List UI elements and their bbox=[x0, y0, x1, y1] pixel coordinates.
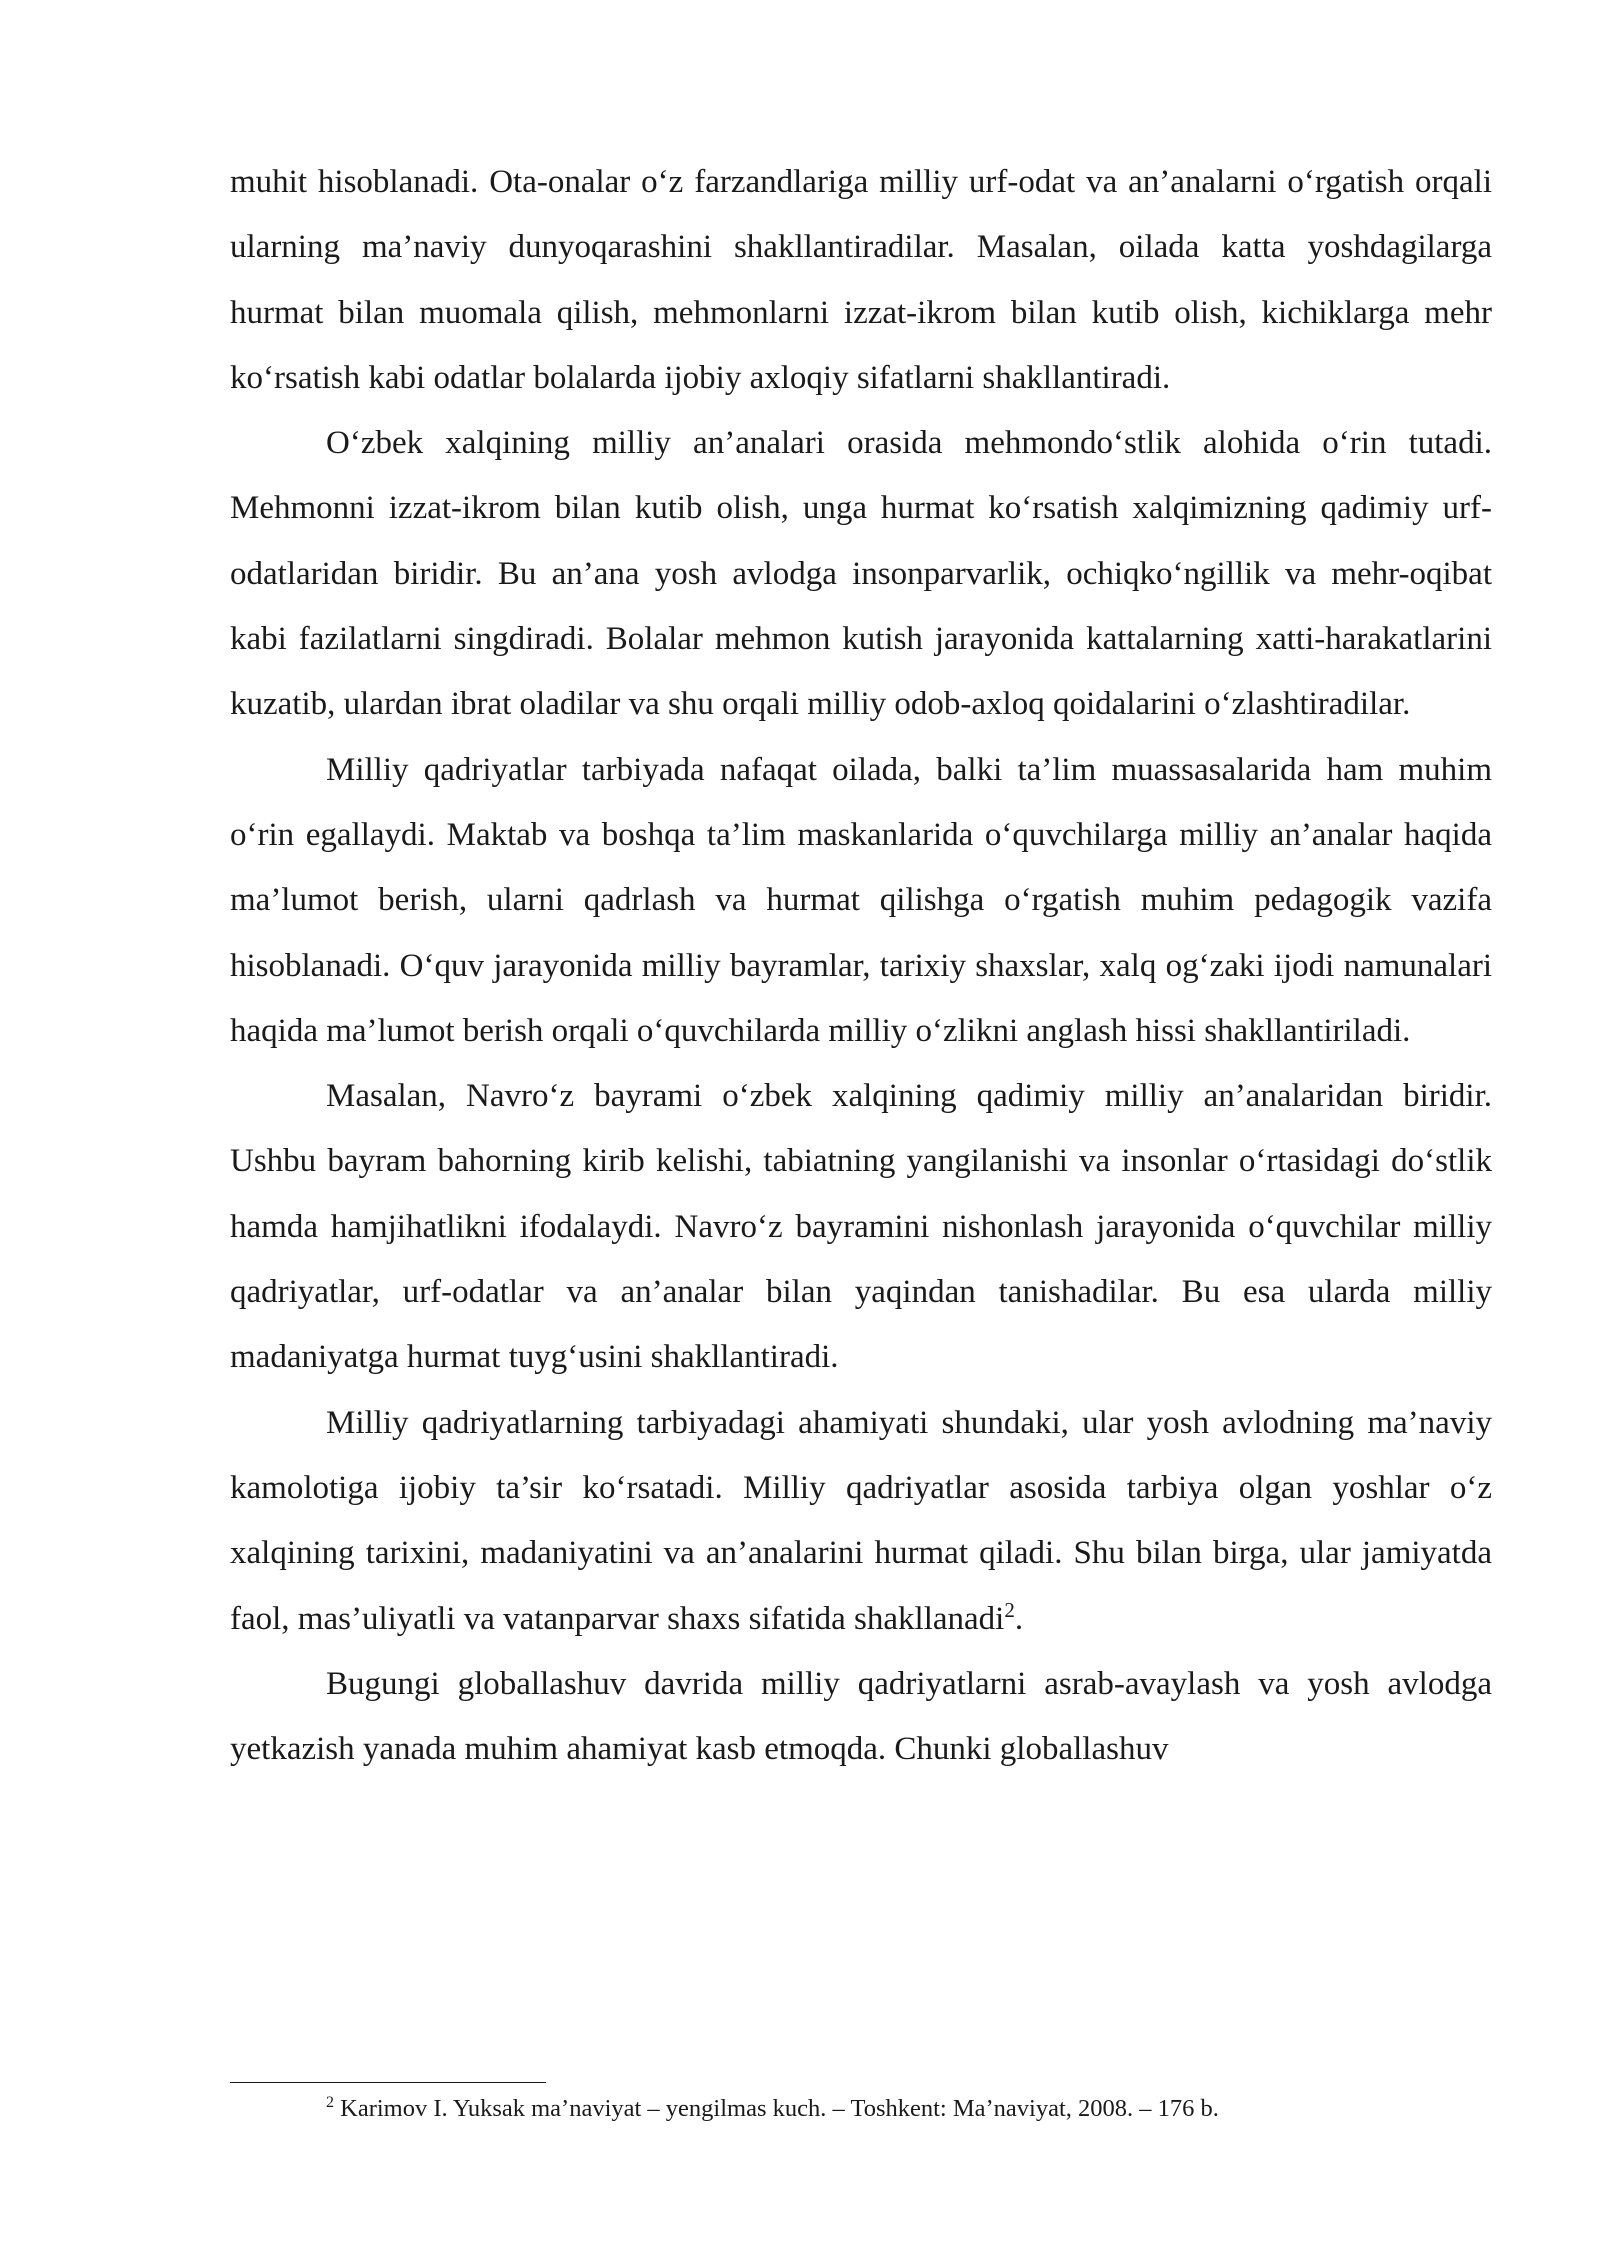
footnote-reference: 2 bbox=[1004, 1597, 1015, 1622]
paragraph: muhit hisoblanadi. Ota-onalar o‘z farzandlariga milliy urf-odat va an’analarni o‘rgatish orqali ularning ma’naviy dunyoqarashini shakllantiradilar. Masalan, oilada katta yoshdagilarga hurmat bilan muomala qilish, mehmonlarni izzat-ikrom bilan kutib olish, kichiklarga mehr ko‘rsatish kabi odatlar bolalarda ijobiy axloqiy sifatlarni shakllantiradi. bbox=[230, 164, 1492, 396]
footnote-number: 2 bbox=[326, 2093, 334, 2111]
paragraph: Masalan, Navro‘z bayrami o‘zbek xalqining qadimiy milliy an’analaridan biridir. Ushbu bayram bahorning kirib kelishi, tabiatning yangilanishi va insonlar o‘rtasidagi do‘stlik hamda hamjihatlikni ifodalaydi. Navro‘z bayramini nishonlash jarayonida o‘quvchilar milliy qadriyatlar, urf-odatlar va an’analar bilan yaqindan tanishadilar. Bu esa ularda milliy madaniyatga hurmat tuyg‘usini shakllantiradi. bbox=[230, 1078, 1492, 1376]
paragraph-text: Milliy qadriyatlarning tarbiyadagi ahamiyati shundaki, ular yosh avlodning ma’naviy kamolotiga ijobiy ta’sir ko‘rsatadi. Milliy qadriyatlar asosida tarbiya olgan yoshlar o‘z xalqining tarixini, madaniyatini va an’analarini hurmat qiladi. Shu bilan birga, ular jamiyatda faol, mas’uliyatli va vatanparvar shaxs sifatida shakllanadi bbox=[230, 1404, 1492, 1637]
paragraph: Milliy qadriyatlar tarbiyada nafaqat oilada, balki ta’lim muassasalarida ham muhim o‘rin egallaydi. Maktab va boshqa ta’lim maskanlarida o‘quvchilarga milliy an’analar haqida ma’lumot berish, ularni qadrlash va hurmat qilishga o‘rgatish muhim pedagogik vazifa hisoblanadi. O‘quv jarayonida milliy bayramlar, tarixiy shaxslar, xalq og‘zaki ijodi namunalari haqida ma’lumot berish orqali o‘quvchilarda milliy o‘zlikni anglash hissi shakllantiriladi. bbox=[230, 751, 1492, 1049]
paragraph: O‘zbek xalqining milliy an’analari orasida mehmondo‘stlik alohida o‘rin tutadi. Mehmonni izzat-ikrom bilan kutib olish, unga hurmat ko‘rsatish xalqimizning qadimiy urf-odatlaridan biridir. Bu an’ana yosh avlodga insonparvarlik, ochiqko‘ngillik va mehr-oqibat kabi fazilatlarni singdiradi. Bolalar mehmon kutish jarayonida kattalarning xatti-harakatlarini kuzatib, ulardan ibrat oladilar va shu orqali milliy odob-axloq qoidalarini o‘zlashtiradilar. bbox=[230, 425, 1492, 723]
paragraph-end-punctuation: . bbox=[1014, 1600, 1024, 1637]
footnote bbox=[326, 2092, 1486, 2126]
footnote-separator bbox=[230, 2082, 546, 2083]
footnote-text: Karimov I. Yuksak ma’naviyat – yengilmas kuch. – Toshkent: Ma’naviyat, 2008. – 176 b. bbox=[334, 2095, 1219, 2122]
paragraph bbox=[230, 1391, 1492, 1652]
paragraph: Bugungi globallashuv davrida milliy qadriyatlarni asrab-avaylash va yosh avlodga yetkazish yanada muhim ahamiyat kasb etmoqda. Chunki globallashuv bbox=[230, 1665, 1492, 1768]
document-body bbox=[230, 150, 1492, 1782]
